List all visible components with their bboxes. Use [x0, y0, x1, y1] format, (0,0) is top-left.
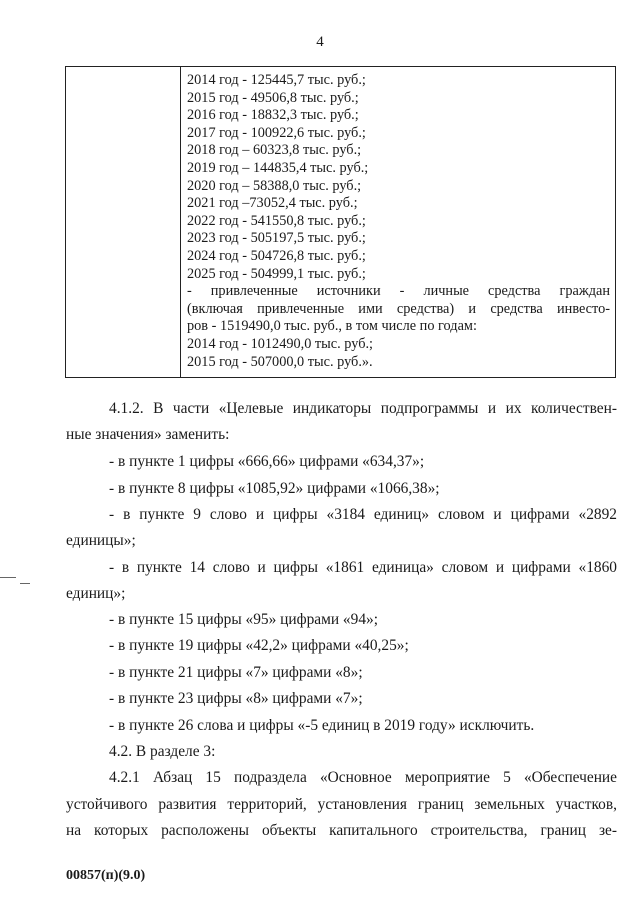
list-item: - в пункте 26 слова и цифры «-5 единиц в 2019 году» исключить.: [109, 717, 535, 734]
table-line: 2018 год – 60323,8 тыс. руб.;: [187, 142, 362, 159]
scan-artifact-mark: [0, 577, 16, 578]
table-line: - привлеченные источники - личные средства граждан: [187, 283, 610, 300]
table-right-cell: [181, 67, 615, 377]
table-line: 2016 год - 18832,3 тыс. руб.;: [187, 107, 359, 124]
paragraph-line: устойчивого развития территорий, установления границ земельных участков,: [66, 796, 617, 813]
list-item-continuation: единицы»;: [66, 532, 136, 549]
scan-artifact-mark: [20, 583, 30, 584]
list-item: - в пункте 8 цифры «1085,92» цифрами «1066,38»;: [109, 480, 440, 497]
paragraph-line: на которых расположены объекты капитального строительства, границ зе-: [66, 822, 617, 839]
list-item: - в пункте 23 цифры «8» цифрами «7»;: [109, 690, 363, 707]
list-item: - в пункте 1 цифры «666,66» цифрами «634,37»;: [109, 453, 425, 470]
table-line: 2021 год –73052,4 тыс. руб.;: [187, 195, 358, 212]
page-number: 4: [316, 34, 324, 50]
table-line: 2019 год – 144835,4 тыс. руб.;: [187, 159, 369, 176]
list-item: - в пункте 21 цифры «7» цифрами «8»;: [109, 664, 363, 681]
list-item: - в пункте 9 слово и цифры «3184 единиц» словом и цифрами «2892: [109, 506, 617, 523]
list-item-continuation: единиц»;: [66, 585, 126, 602]
paragraph-line: 4.2. В разделе 3:: [109, 743, 216, 760]
table-line: 2025 год - 504999,1 тыс. руб.;: [187, 265, 366, 282]
paragraph-line: 4.1.2. В части «Целевые индикаторы подпрограммы и их количествен-: [109, 400, 617, 417]
table-line: 2015 год - 49506,8 тыс. руб.;: [187, 89, 359, 106]
list-item: - в пункте 19 цифры «42,2» цифрами «40,25»;: [109, 637, 409, 654]
list-item: - в пункте 15 цифры «95» цифрами «94»;: [109, 611, 378, 628]
paragraph-line: ные значения» заменить:: [66, 426, 230, 443]
table-line: 2023 год - 505197,5 тыс. руб.;: [187, 230, 366, 247]
table-line: 2020 год – 58388,0 тыс. руб.;: [187, 177, 362, 194]
funding-table: [65, 66, 616, 378]
table-line: 2022 год - 541550,8 тыс. руб.;: [187, 212, 366, 229]
table-line: 2014 год - 125445,7 тыс. руб.;: [187, 72, 366, 88]
table-line: 2015 год - 507000,0 тыс. руб.».: [187, 353, 373, 370]
table-left-cell: [66, 67, 181, 377]
table-line: ров - 1519490,0 тыс. руб., в том числе по годам:: [187, 318, 477, 335]
paragraph-line: 4.2.1 Абзац 15 подраздела «Основное мероприятие 5 «Обеспечение: [109, 769, 617, 786]
table-line: 2024 год - 504726,8 тыс. руб.;: [187, 247, 366, 264]
document-code: 00857(п)(9.0): [66, 868, 146, 883]
list-item: - в пункте 14 слово и цифры «1861 единица» словом и цифрами «1860: [109, 559, 617, 576]
table-line: 2017 год - 100922,6 тыс. руб.;: [187, 124, 366, 141]
table-line: 2014 год - 1012490,0 тыс. руб.;: [187, 335, 374, 352]
table-line: (включая привлеченные ими средства) и средства инвесто-: [187, 300, 610, 317]
